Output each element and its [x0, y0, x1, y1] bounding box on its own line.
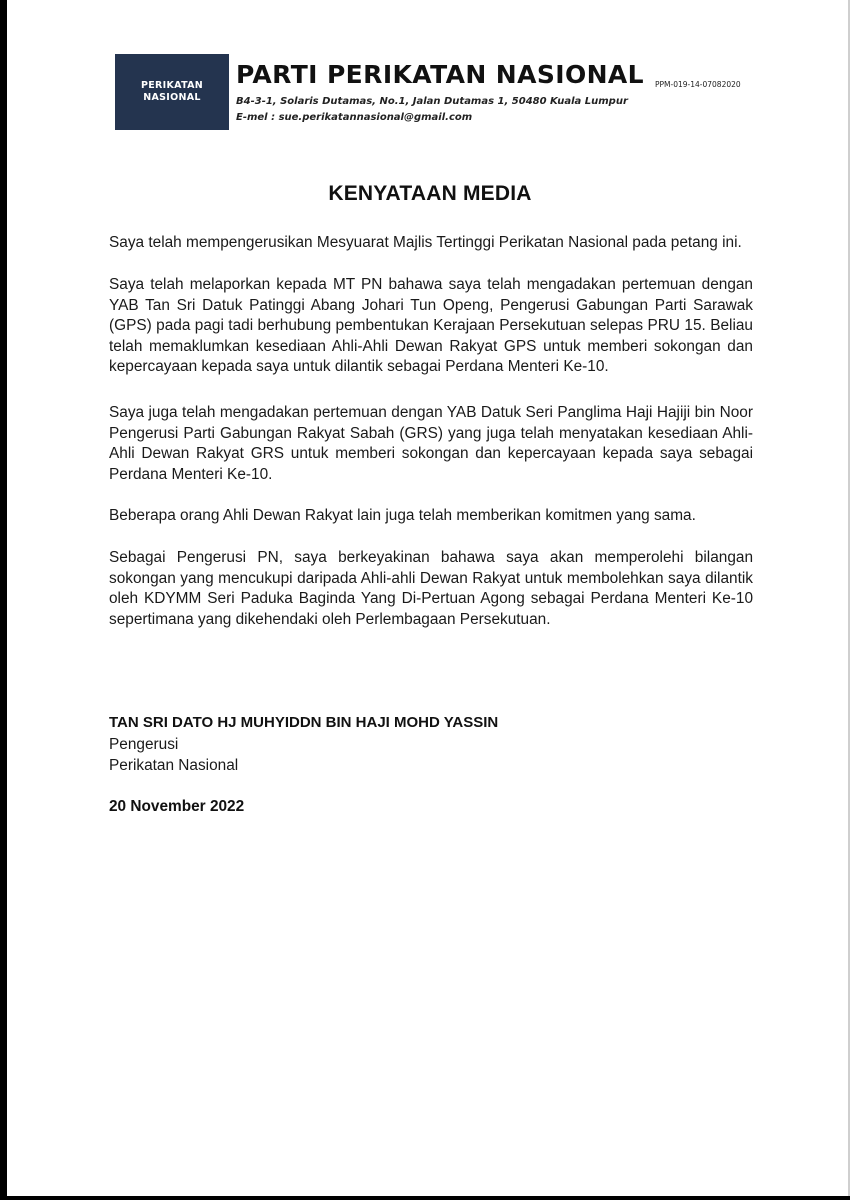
- signatory-name: TAN SRI DATO HJ MUHYIDDN BIN HAJI MOHD YASSIN: [109, 714, 499, 731]
- document-title: KENYATAAN MEDIA: [328, 182, 532, 205]
- paragraph-5: [109, 548, 753, 630]
- paragraph-4: [109, 506, 753, 527]
- party-name: PARTI PERIKATAN NASIONAL: [236, 60, 645, 89]
- registration-number: PPM-019-14-07082020: [655, 80, 741, 89]
- paragraph-2: [109, 275, 753, 378]
- paragraph-text: Saya juga telah mengadakan pertemuan dengan YAB Datuk Seri Panglima Haji Hajiji bin Noor Pengerusi Parti Gabungan Rakyat Sabah (GRS) yang juga telah menyatakan kesediaan Ahli-Ahli Dewan Rakyat GRS untuk memberi sokongan dan kepercayaan kepada saya sebagai Perdana Menteri Ke-10.: [109, 404, 753, 483]
- paragraph-text: Saya telah mempengerusikan Mesyuarat Majlis Tertinggi Perikatan Nasional pada petang ini.: [109, 234, 742, 251]
- party-address: B4-3-1, Solaris Dutamas, No.1, Jalan Dutamas 1, 50480 Kuala Lumpur: [236, 96, 628, 107]
- paragraph-1: [109, 233, 753, 254]
- paragraph-text: Beberapa orang Ahli Dewan Rakyat lain juga telah memberikan komitmen yang sama.: [109, 507, 696, 524]
- paragraph-text: Saya telah melaporkan kepada MT PN bahawa saya telah mengadakan pertemuan dengan YAB Tan Sri Datuk Patinggi Abang Johari Tun Openg, Pengerusi Gabungan Parti Sarawak (GPS) pada pagi tadi berhubung pembentukan Kerajaan Persekutuan selepas PRU 15. Beliau telah memaklumkan kesediaan Ahli-Ahli Dewan Rakyat GPS untuk memberi sokongan dan kepercayaan kepada saya untuk dilantik sebagai Perdana Menteri Ke-10.: [109, 276, 753, 375]
- logo-line-2: NASIONAL: [143, 92, 201, 103]
- paragraph-text: Sebagai Pengerusi PN, saya berkeyakinan bahawa saya akan memperolehi bilangan sokongan yang mencukupi daripada Ahli-ahli Dewan Rakyat untuk membolehkan saya dilantik oleh KDYMM Seri Paduka Baginda Yang Di-Pertuan Agong sebagai Perdana Menteri Ke-10 sepertimana yang dikehendaki oleh Perlembagaan Persekutuan.: [109, 549, 753, 628]
- party-email: E-mel : sue.perikatannasional@gmail.com: [236, 112, 473, 123]
- scan-edge-left: [0, 0, 7, 1200]
- signatory-role: Pengerusi: [109, 736, 179, 753]
- signatory-organization: Perikatan Nasional: [109, 757, 239, 774]
- logo-line-1: PERIKATAN: [140, 80, 204, 91]
- paragraph-3: [109, 403, 753, 485]
- party-logo: [115, 54, 229, 130]
- statement-date: 20 November 2022: [109, 798, 245, 815]
- scan-edge-bottom: [0, 1196, 850, 1200]
